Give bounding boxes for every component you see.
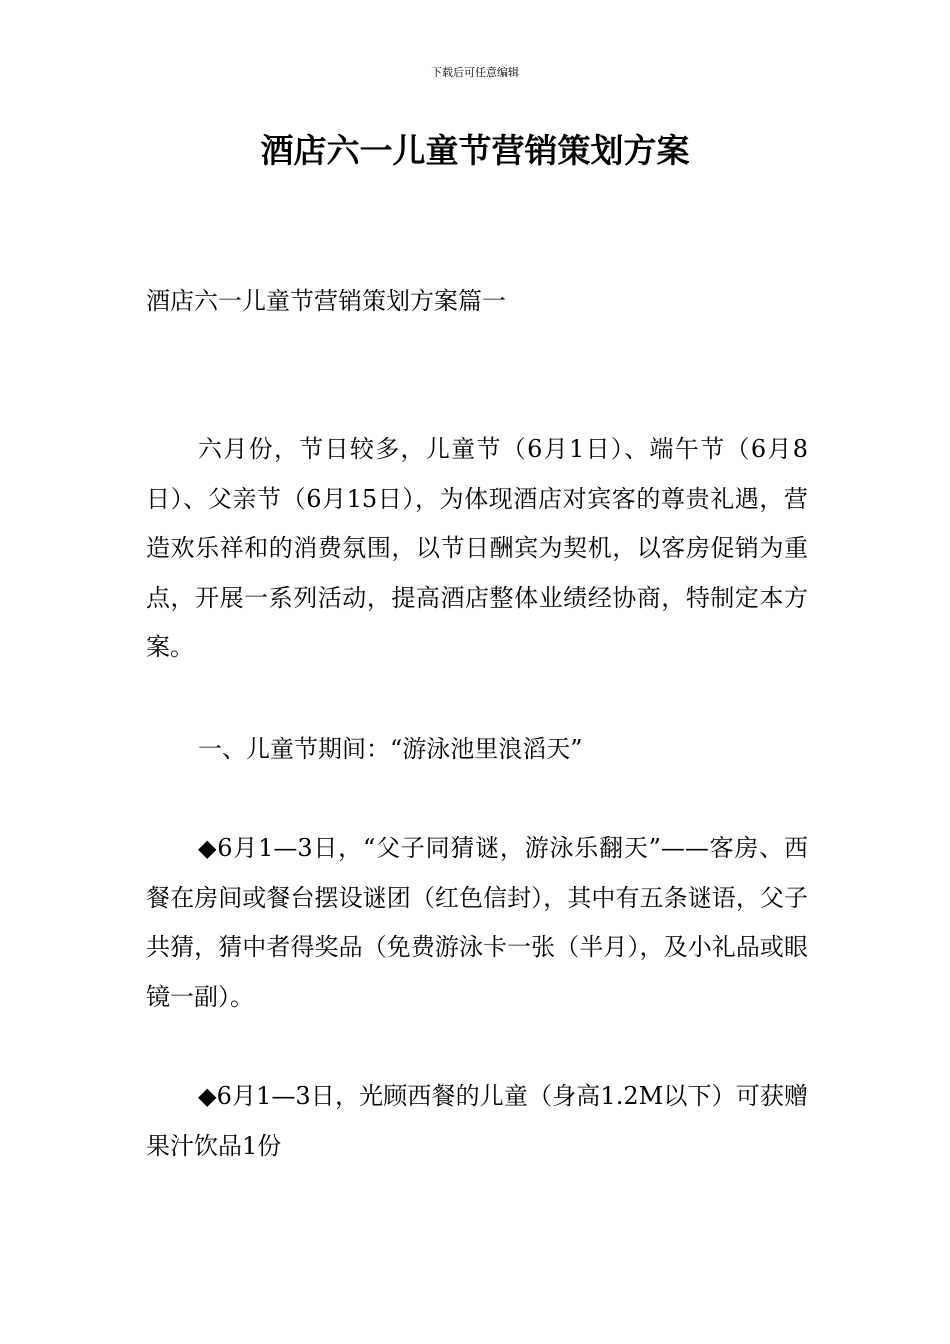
- page-header-note: 下载后可任意编辑: [431, 66, 519, 79]
- bullet-paragraph-1: ◆6月1—3日，“父子同猜谜，游泳乐翻天”——客房、西餐在房间或餐台摆设谜团（红色信封），其中有五条谜语，父子共猜，猜中者得奖品（免费游泳卡一张（半月），及小礼品或眼镜一副）。: [146, 834, 808, 1011]
- bullet-paragraph-2: ◆6月1—3日，光顾西餐的儿童（身高1.2M以下）可获赠果汁饮品1份: [146, 1082, 808, 1160]
- subsection-heading-1: 一、儿童节期间：“游泳池里浪滔天”: [198, 735, 583, 763]
- document-title: 酒店六一儿童节营销策划方案: [260, 131, 690, 170]
- section-heading: 酒店六一儿童节营销策划方案篇一: [146, 287, 506, 315]
- intro-paragraph: 六月份，节日较多，儿童节（6月1日）、端午节（6月8日）、父亲节（6月15日），为体现酒店对宾客的尊贵礼遇，营造欢乐祥和的消费氛围，以节日酬宾为契机，以客房促销为重点，开展一系列活动，提高酒店整体业绩经协商，特制定本方案。: [146, 435, 808, 661]
